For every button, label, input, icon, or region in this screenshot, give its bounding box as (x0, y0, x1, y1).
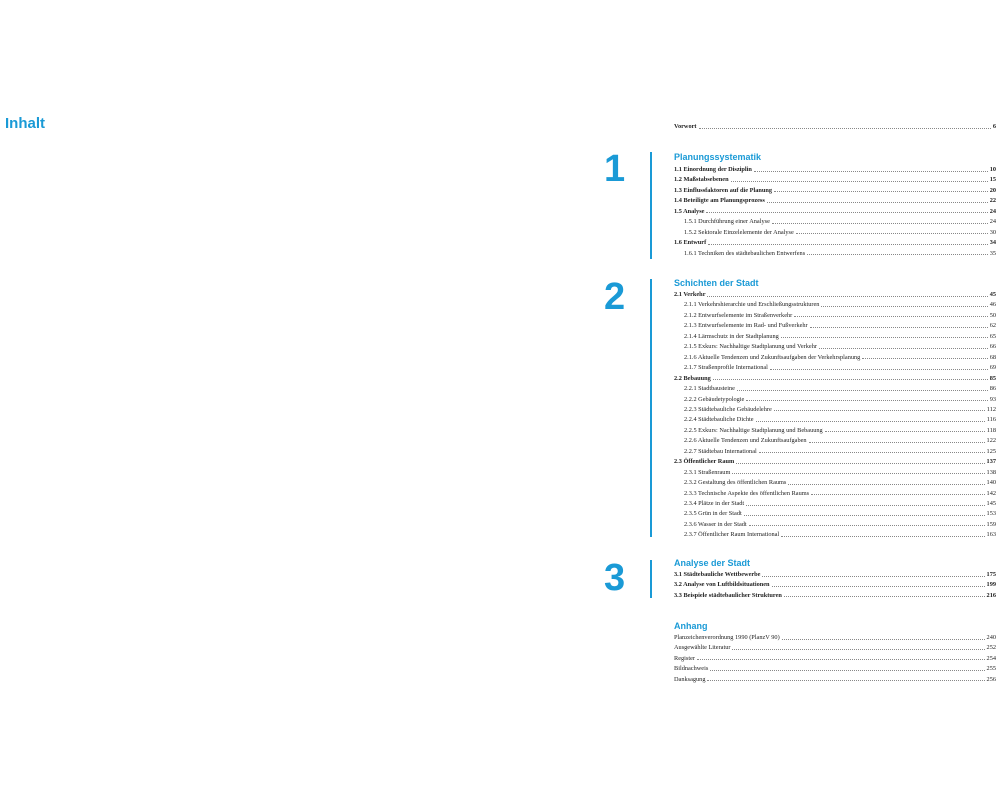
toc-entry-title: 1.4 Beteiligte am Planungsprozess (674, 197, 765, 205)
toc-entry-foreword[interactable] (674, 120, 996, 130)
toc-entry[interactable] (674, 351, 996, 361)
toc-entry[interactable] (674, 382, 996, 392)
toc-entry-title: Vorwort (674, 123, 697, 130)
toc-entry-title: 2.2.6 Aktuelle Tendenzen und Zukunftsaufgaben (684, 437, 807, 445)
leader-dots (759, 452, 985, 453)
toc-entry-title: 1.5 Analyse (674, 207, 705, 215)
toc-entry[interactable] (674, 497, 996, 507)
leader-dots (825, 431, 985, 432)
leader-dots (782, 639, 985, 640)
toc-entry-title: 2.3.2 Gestaltung des öffentlichen Raums (684, 479, 787, 487)
toc-entry-page: 252 (986, 644, 996, 652)
toc-entry[interactable] (674, 507, 996, 517)
leader-dots (774, 410, 985, 411)
toc-entry-page: 216 (986, 591, 996, 599)
leader-dots (707, 296, 987, 297)
toc-entry-title: Bildnachweis (674, 665, 709, 673)
toc-entry-title: 2.2 Bebauung (674, 374, 711, 382)
leader-dots (819, 348, 988, 349)
toc-entry[interactable] (674, 518, 996, 528)
toc-entry-page: 255 (986, 665, 996, 673)
toc-entry-page: 163 (986, 531, 996, 539)
toc-entry-page: 85 (989, 374, 996, 382)
toc-entry-page: 86 (989, 385, 996, 393)
toc-entry-page: 34 (989, 239, 996, 247)
toc-entry-page: 116 (986, 416, 996, 424)
toc-entry[interactable] (674, 173, 996, 183)
toc-entry-title: 2.2.1 Stadtbausteine (684, 385, 735, 393)
leader-dots (809, 442, 985, 443)
toc-entry-title: 1.1 Einordnung der Disziplin (674, 166, 752, 173)
toc-entry-title: 1.5.1 Durchführung einer Analyse (684, 218, 770, 226)
toc-entry-page: 254 (986, 654, 996, 662)
toc-entry[interactable] (674, 589, 996, 599)
toc-entry-page: 138 (986, 468, 996, 476)
leader-dots (807, 254, 988, 255)
toc-entry[interactable] (674, 330, 996, 340)
toc-entry[interactable] (674, 631, 996, 641)
leader-dots (762, 576, 984, 577)
toc-entry-title: Planzeichenverordnung 1990 (PlanzV 90) (674, 634, 780, 641)
toc-entry[interactable] (674, 319, 996, 329)
toc-entry-title: 2.1.7 Straßenprofile International (684, 364, 768, 372)
toc-entry-page: 159 (986, 520, 996, 528)
toc-entry[interactable] (674, 652, 996, 662)
leader-dots (699, 128, 991, 129)
toc-entry-page: 145 (986, 500, 996, 507)
appendix-title: Anhang (674, 621, 708, 631)
toc-entry-page: 118 (986, 426, 996, 434)
toc-entry[interactable] (674, 528, 996, 538)
toc-entry-page: 10 (989, 166, 996, 173)
leader-dots (772, 586, 985, 587)
toc-entry-title: Danksagung (674, 675, 706, 683)
toc-entry[interactable] (674, 403, 996, 413)
toc-entry-title: 2.1.6 Aktuelle Tendenzen und Zukunftsaufgaben der Verkehrsplanung (684, 353, 861, 361)
chapter-number: 3 (604, 557, 626, 599)
toc-entry[interactable] (674, 578, 996, 588)
toc-entry-page: 122 (986, 437, 996, 445)
toc-entry[interactable] (674, 641, 996, 651)
toc-entry-page: 50 (989, 311, 996, 319)
toc-entry-title: 2.1.3 Entwurfselemente im Rad- und Fußverkehr (684, 322, 808, 330)
leader-dots (746, 505, 984, 506)
toc-entry-page: 68 (989, 353, 996, 361)
chapter-title: Analyse der Stadt (674, 558, 751, 568)
leader-dots (781, 536, 984, 537)
toc-entry-page: 20 (989, 186, 996, 194)
leader-dots (754, 171, 988, 172)
toc-entry-title: 2.3.7 Öffentlicher Raum International (684, 531, 780, 539)
toc-entry-page: 6 (992, 123, 996, 130)
toc-entry[interactable] (674, 445, 996, 455)
leader-dots (737, 390, 988, 391)
toc-entry-page: 24 (989, 218, 996, 226)
leader-dots (731, 181, 988, 182)
toc-entry-page: 153 (986, 510, 996, 518)
leader-dots (707, 680, 984, 681)
leader-dots (774, 191, 988, 192)
leader-dots (862, 358, 987, 359)
toc-entry[interactable] (674, 340, 996, 350)
toc-entry[interactable] (674, 662, 996, 672)
toc-entry[interactable] (674, 361, 996, 371)
toc-entry[interactable] (674, 247, 996, 257)
leader-dots (713, 379, 988, 380)
toc-entry-title: 3.3 Beispiele städtebaulicher Strukturen (674, 591, 782, 599)
chapter-title: Planungssystematik (674, 152, 762, 162)
toc-entry-page: 62 (989, 322, 996, 330)
leader-dots (810, 327, 988, 328)
toc-entry[interactable] (674, 163, 996, 173)
toc-entry[interactable] (674, 215, 996, 225)
toc-entry-title: 2.2.7 Städtebau International (684, 447, 757, 455)
leader-dots (756, 421, 985, 422)
toc-entry-page: 35 (989, 249, 996, 257)
toc-entry[interactable] (674, 424, 996, 434)
toc-entry-title: 1.3 Einflussfaktoren auf die Planung (674, 186, 773, 194)
leader-dots (796, 233, 988, 234)
toc-entry-title: 2.1.4 Lärmschutz in der Stadtplanung (684, 332, 779, 340)
toc-entry[interactable] (674, 288, 996, 298)
leader-dots (772, 223, 988, 224)
toc-entry[interactable] (674, 184, 996, 194)
chapter-number: 2 (604, 276, 626, 318)
toc-entry[interactable] (674, 487, 996, 497)
leader-dots (732, 649, 984, 650)
toc-entry-title: 2.3.6 Wasser in der Stadt (684, 520, 747, 528)
leader-dots (821, 306, 987, 307)
toc-entry-page: 112 (986, 405, 996, 413)
toc-entry-page: 66 (989, 343, 996, 351)
leader-dots (697, 659, 985, 660)
toc-entry[interactable] (674, 298, 996, 308)
toc-entry-title: 2.2.5 Exkurs: Nachhaltige Stadtplanung und Bebauung (684, 426, 823, 434)
toc-entry-page: 256 (986, 675, 996, 683)
toc-entry-title: 1.2 Maßstabsebenen (674, 176, 729, 184)
chapter-divider-bar (650, 152, 652, 259)
toc-entry-title: 3.1 Städtebauliche Wettbewerbe (674, 571, 761, 578)
toc-entry[interactable] (674, 466, 996, 476)
toc-entry-page: 199 (986, 581, 996, 589)
toc-entry-title: 2.1.2 Entwurfselemente im Straßenverkehr (684, 311, 793, 319)
toc-entry-page: 175 (986, 571, 996, 578)
toc-entry-title: 2.1.1 Verkehrshierarchie und Erschließungsstrukturen (684, 301, 820, 309)
toc-entry-page: 30 (989, 228, 996, 236)
toc-entry[interactable] (674, 568, 996, 578)
leader-dots (732, 473, 984, 474)
toc-entry-page: 140 (986, 479, 996, 487)
toc-entry-title: 2.2.4 Städtebauliche Dichte (684, 416, 754, 424)
toc-entry-page: 69 (989, 364, 996, 372)
toc-entry-page: 15 (989, 176, 996, 184)
toc-entry-page: 93 (989, 395, 996, 403)
toc-entry[interactable] (674, 194, 996, 204)
leader-dots (794, 316, 987, 317)
toc-entry[interactable] (674, 205, 996, 215)
leader-dots (770, 369, 988, 370)
toc-entry-title: 2.1.5 Exkurs: Nachhaltige Stadtplanung und Verkehr (684, 343, 817, 351)
page-heading: Inhalt (5, 115, 45, 132)
toc-entry-title: 2.2.3 Städtebauliche Gebäudelehre (684, 405, 772, 413)
toc-entry[interactable] (674, 455, 996, 465)
leader-dots (706, 212, 987, 213)
leader-dots (746, 400, 987, 401)
toc-entry[interactable] (674, 393, 996, 403)
toc-entry-title: 2.3 Öffentlicher Raum (674, 458, 735, 466)
leader-dots (749, 525, 985, 526)
toc-entry-title: 2.3.1 Straßenraum (684, 468, 731, 476)
toc-entry[interactable] (674, 372, 996, 382)
toc-entry[interactable] (674, 226, 996, 236)
toc-entry[interactable] (674, 413, 996, 423)
toc-entry-page: 65 (989, 332, 996, 340)
leader-dots (811, 494, 984, 495)
toc-entry-title: Register (674, 654, 695, 662)
leader-dots (784, 596, 985, 597)
leader-dots (710, 670, 984, 671)
toc-entry-page: 24 (989, 207, 996, 215)
toc-entry-title: Ausgewählte Literatur (674, 644, 731, 652)
toc-entry-title: 1.6.1 Techniken des städtebaulichen Entwerfens (684, 249, 806, 257)
toc-entry-title: 3.2 Analyse von Luftbildsituationen (674, 581, 770, 589)
toc-entry-page: 142 (986, 489, 996, 497)
chapter-number: 1 (604, 148, 626, 190)
leader-dots (767, 202, 988, 203)
toc-entry-title: 2.3.5 Grün in der Stadt (684, 510, 742, 518)
leader-dots (736, 463, 984, 464)
leader-dots (744, 515, 985, 516)
toc-entry-page: 125 (986, 447, 996, 455)
toc-entry[interactable] (674, 476, 996, 486)
toc-entry[interactable] (674, 673, 996, 683)
toc-entry-page: 22 (989, 197, 996, 205)
toc-entry-title: 1.5.2 Sektorale Einzelelemente der Analyse (684, 228, 794, 236)
toc-entry-title: 2.1 Verkehr (674, 291, 706, 298)
toc-entry-title: 2.3.4 Plätze in der Stadt (684, 500, 745, 507)
toc-entry[interactable] (674, 236, 996, 246)
toc-entry-title: 2.2.2 Gebäudetypologie (684, 395, 745, 403)
toc-entry-page: 45 (989, 291, 996, 298)
leader-dots (788, 484, 984, 485)
toc-entry[interactable] (674, 434, 996, 444)
toc-entry-page: 240 (986, 634, 996, 641)
toc-entry-page: 137 (986, 458, 996, 466)
leader-dots (708, 244, 988, 245)
chapter-divider-bar (650, 560, 652, 598)
leader-dots (781, 337, 988, 338)
toc-entry-title: 2.3.3 Technische Aspekte des öffentlichen Raums (684, 489, 810, 497)
toc-entry[interactable] (674, 309, 996, 319)
toc-entry-page: 46 (989, 301, 996, 309)
chapter-divider-bar (650, 279, 652, 537)
toc-entry-title: 1.6 Entwurf (674, 239, 707, 247)
chapter-title: Schichten der Stadt (674, 278, 759, 288)
